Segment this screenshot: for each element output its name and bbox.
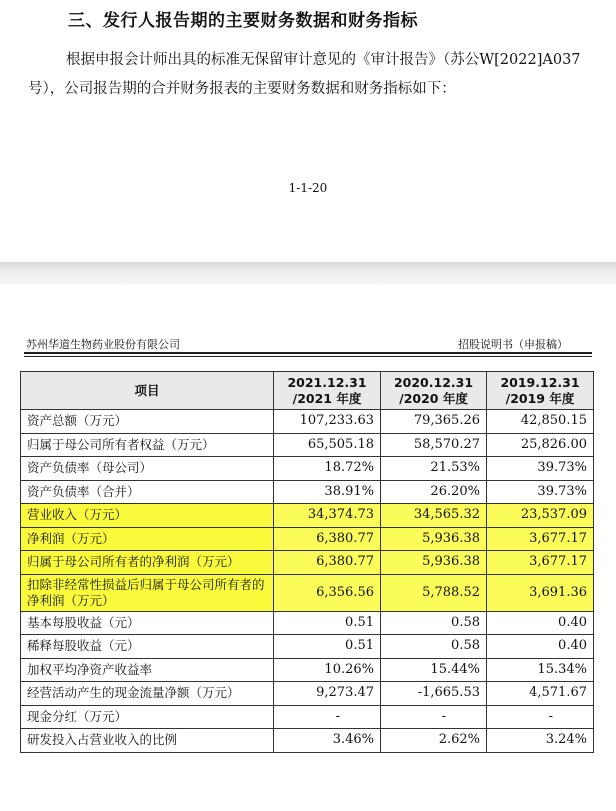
value-2019: 3.24% <box>487 729 594 753</box>
table-row <box>21 410 594 434</box>
value-2021: 38.91% <box>274 480 381 504</box>
value-2019: 15.34% <box>487 658 594 682</box>
table-row <box>21 658 594 682</box>
value-2021: 3.46% <box>274 729 381 753</box>
value-2020: - <box>381 705 487 729</box>
header-item: 项目 <box>21 372 274 410</box>
value-2019: - <box>487 705 594 729</box>
header-rule-thin <box>24 356 592 357</box>
row-label: 加权平均净资产收益率 <box>21 658 274 682</box>
header-rule <box>24 352 592 354</box>
page-number: 1-1-20 <box>288 181 328 195</box>
document-type: 招股说明书（申报稿） <box>458 338 568 351</box>
table-row-highlighted <box>21 551 594 575</box>
value-2021: 34,374.73 <box>274 504 381 528</box>
table-row <box>21 705 594 729</box>
value-2019: 0.40 <box>487 635 594 659</box>
value-2020: 5,936.38 <box>381 551 487 575</box>
value-2019: 3,691.36 <box>487 574 594 611</box>
value-2021: 107,233.63 <box>274 410 381 434</box>
table-header-row <box>21 372 594 410</box>
value-2020: 15.44% <box>381 658 487 682</box>
row-label: 扣除非经常性损益后归属于母公司所有者的净利润（万元） <box>21 574 274 611</box>
value-2021: 10.26% <box>274 658 381 682</box>
value-2020: 58,570.27 <box>381 433 487 457</box>
company-name: 苏州华道生物药业股份有限公司 <box>26 338 180 351</box>
value-2019: 39.73% <box>487 457 594 481</box>
row-label: 归属于母公司所有者的净利润（万元） <box>21 551 274 575</box>
value-2021: 0.51 <box>274 611 381 635</box>
value-2020: 5,936.38 <box>381 527 487 551</box>
page-separator <box>0 262 616 284</box>
value-2021: 18.72% <box>274 457 381 481</box>
table-row <box>21 611 594 635</box>
table-row <box>21 682 594 706</box>
value-2020: 21.53% <box>381 457 487 481</box>
value-2021: 6,356.56 <box>274 574 381 611</box>
intro-paragraph: 根据申报会计师出具的标准无保留审计意见的《审计报告》（苏公W[2022]A037 号），公司报告期的合并财务报表的主要财务数据和财务指标如下： <box>28 52 581 97</box>
table-row-highlighted <box>21 527 594 551</box>
value-2019: 3,677.17 <box>487 527 594 551</box>
row-label: 稀释每股收益（元） <box>21 635 274 659</box>
value-2020: -1,665.53 <box>381 682 487 706</box>
value-2020: 5,788.52 <box>381 574 487 611</box>
table-row <box>21 480 594 504</box>
row-label: 资产负债率（合并） <box>21 480 274 504</box>
table-row <box>21 433 594 457</box>
table-row <box>21 729 594 753</box>
value-2019: 42,850.15 <box>487 410 594 434</box>
value-2019: 39.73% <box>487 480 594 504</box>
row-label: 基本每股收益（元） <box>21 611 274 635</box>
header-2020: 2020.12.31 /2020 年度 <box>381 372 487 410</box>
value-2021: 65,505.18 <box>274 433 381 457</box>
value-2021: 6,380.77 <box>274 551 381 575</box>
table-row-highlighted <box>21 504 594 528</box>
value-2021: 9,273.47 <box>274 682 381 706</box>
value-2019: 4,571.67 <box>487 682 594 706</box>
section-title: 三、发行人报告期的主要财务数据和财务指标 <box>68 11 418 31</box>
value-2019: 0.40 <box>487 611 594 635</box>
value-2019: 3,677.17 <box>487 551 594 575</box>
value-2021: 0.51 <box>274 635 381 659</box>
header-2021: 2021.12.31 /2021 年度 <box>274 372 381 410</box>
row-label: 营业收入（万元） <box>21 504 274 528</box>
financial-table <box>20 371 594 753</box>
row-label: 资产总额（万元） <box>21 410 274 434</box>
value-2020: 34,565.32 <box>381 504 487 528</box>
row-label: 资产负债率（母公司） <box>21 457 274 481</box>
value-2019: 23,537.09 <box>487 504 594 528</box>
row-label: 研发投入占营业收入的比例 <box>21 729 274 753</box>
header-2019: 2019.12.31 /2019 年度 <box>487 372 594 410</box>
value-2020: 79,365.26 <box>381 410 487 434</box>
table-row <box>21 457 594 481</box>
table-row <box>21 635 594 659</box>
table-row-highlighted <box>21 574 594 611</box>
value-2021: 6,380.77 <box>274 527 381 551</box>
row-label: 现金分红（万元） <box>21 705 274 729</box>
value-2021: - <box>274 705 381 729</box>
value-2019: 25,826.00 <box>487 433 594 457</box>
value-2020: 26.20% <box>381 480 487 504</box>
row-label: 经营活动产生的现金流量净额（万元） <box>21 682 274 706</box>
value-2020: 0.58 <box>381 635 487 659</box>
row-label: 归属于母公司所有者权益（万元） <box>21 433 274 457</box>
page-one <box>0 0 616 262</box>
value-2020: 2.62% <box>381 729 487 753</box>
value-2020: 0.58 <box>381 611 487 635</box>
row-label: 净利润（万元） <box>21 527 274 551</box>
